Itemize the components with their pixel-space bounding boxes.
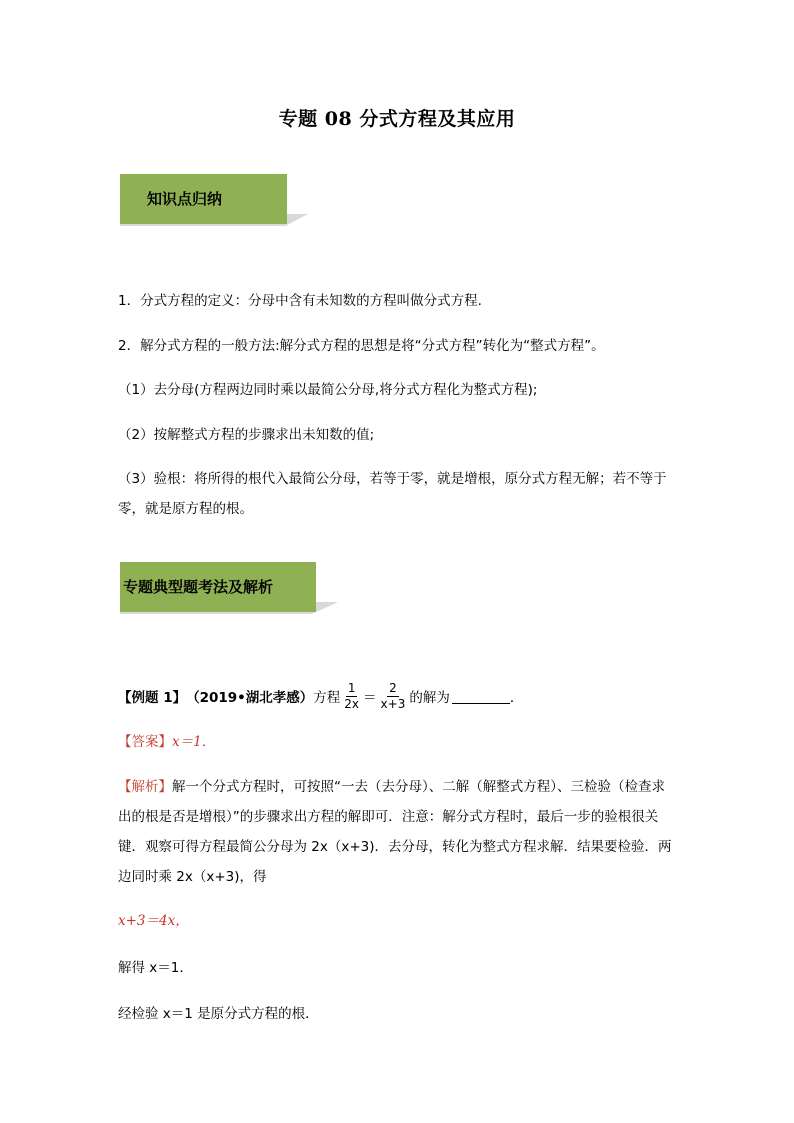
equals-sign: ＝: [363, 690, 377, 706]
analysis-step-3: 经检验 x＝1 是原分式方程的根．: [118, 1006, 319, 1022]
section-banner-typical: [120, 562, 316, 612]
answer-label: 【答案】: [118, 734, 172, 750]
knowledge-paragraph-3: （1）去分母(方程两边同时乘以最简公分母,将分式方程化为整式方程);: [118, 382, 538, 398]
analysis-step-1: x+3＝4x，: [118, 913, 189, 929]
example-label: 【例题 1】: [118, 690, 187, 706]
answer-line: [118, 727, 678, 757]
analysis-label: 【解析】: [118, 779, 172, 795]
fraction-denominator: x+3: [380, 696, 406, 711]
analysis-step-2: 解得 x＝1．: [118, 960, 193, 976]
answer-value: x＝1．: [172, 734, 216, 750]
knowledge-paragraph-1: 1．分式方程的定义：分母中含有未知数的方程叫做分式方程.: [118, 293, 482, 309]
banner-label: 专题典型题考法及解析: [120, 562, 316, 612]
example-text-after: 的解为: [409, 690, 450, 706]
banner-label: 知识点归纳: [120, 174, 287, 224]
fraction-numerator: 2: [389, 680, 397, 695]
example-text-before: 方程: [313, 690, 341, 706]
example-source: （2019•湖北孝感）: [186, 690, 314, 706]
analysis-text: 解一个分式方程时，可按照“一去（去分母）、二解（解整式方程）、三检验（检查求出的根是否是增根）”的步骤求出方程的解即可．注意：解分式方程时，最后一步的验根很关键．观察可得方程最简公分母为 2x（x+3)．去分母，转化为整式方程求解．结果要检验．两边同时乘 2x（x+3)，得: [118, 779, 672, 885]
fraction-denominator: 2x: [344, 696, 360, 711]
answer-blank[interactable]: [452, 689, 510, 704]
page-title: 专题 08 分式方程及其应用: [278, 108, 516, 130]
knowledge-paragraph-4: （2）按解整式方程的步骤求出未知数的值;: [118, 427, 375, 443]
example-end: ．: [509, 690, 524, 706]
fraction-left: [342, 681, 361, 712]
fraction-right: [379, 681, 408, 712]
knowledge-paragraph-5: （3）验根：将所得的根代入最简公分母，若等于零，就是增根，原分式方程无解；若不等于零，就是原方程的根。: [118, 471, 667, 517]
knowledge-paragraph-2: 2．解分式方程的一般方法:解分式方程的思想是将“分式方程”转化为“整式方程”。: [118, 338, 605, 354]
fraction-numerator: 1: [347, 680, 356, 695]
example-1-question: [118, 676, 523, 716]
section-banner-knowledge: [120, 174, 287, 224]
analysis-paragraph: [118, 772, 678, 892]
